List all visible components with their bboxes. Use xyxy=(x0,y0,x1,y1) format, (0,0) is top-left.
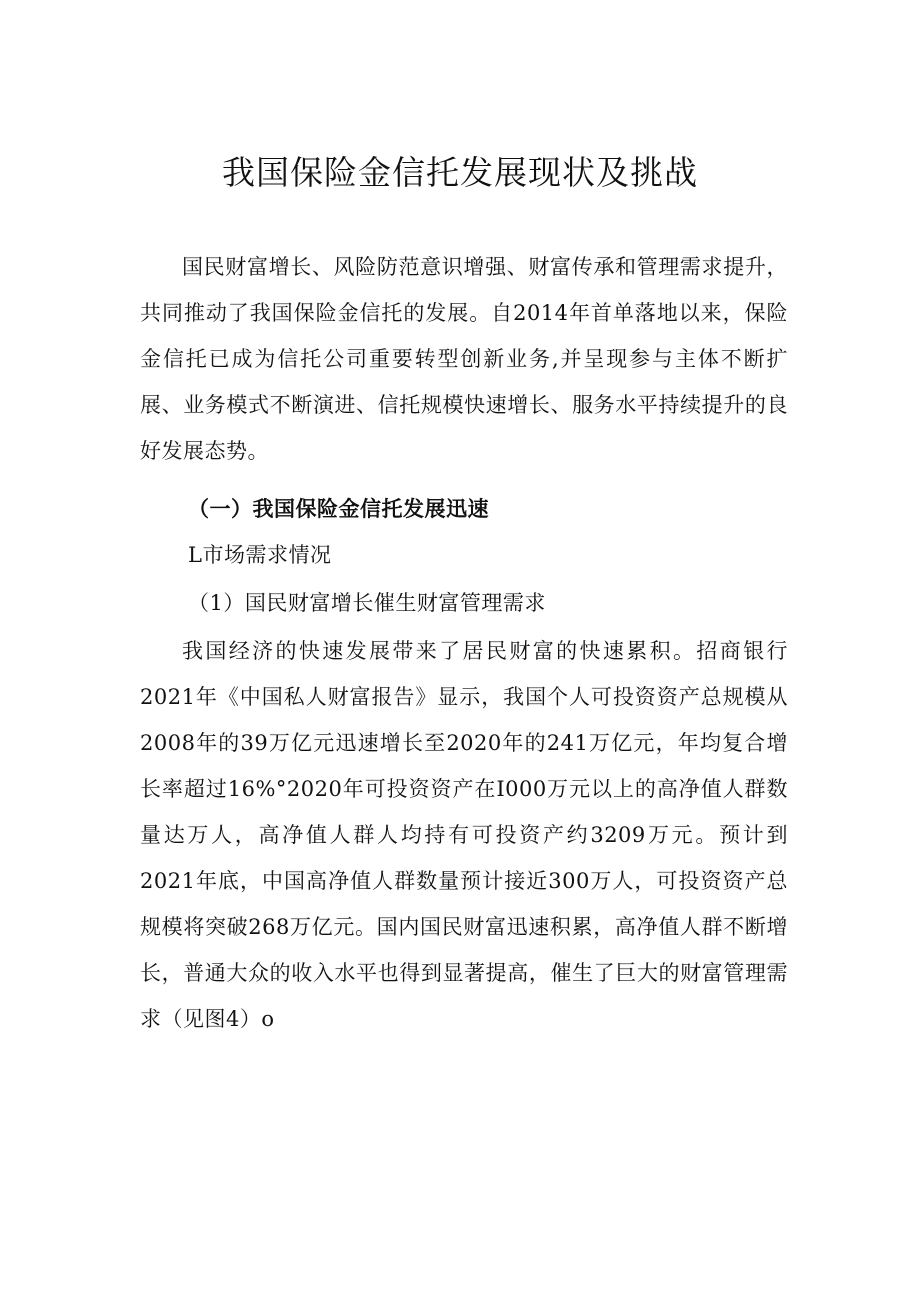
subsubsection-heading: （1）国民财富增长催生财富管理需求 xyxy=(188,591,546,615)
subsection-heading: L市场需求情况 xyxy=(188,543,332,567)
document-title: 我国保险金信托发展现状及挑战 xyxy=(222,153,698,192)
body-paragraph: 我国经济的快速发展带来了居民财富的快速累积。招商银行2021年《中国私人财富报告》显示，我国个人可投资资产总规模从2008年的39万亿元迅速增长至2020年的241万亿元，年均复合增长率超过16%°2020年可投资资产在I000万元以上的高净值人群数量达万人，高净值人群人均持有可投资产约3209万元。预计到2021年底，中国高净值人群数量预计接近300万人，可投资资产总规模将突破268万亿元。国内国民财富迅速积累，高净值人群不断增长，普通大众的收入水平也得到显著提高，催生了巨大的财富管理需求（见图4）o xyxy=(140,639,788,1031)
intro-paragraph: 国民财富增长、风险防范意识增强、财富传承和管理需求提升，共同推动了我国保险金信托的发展。自2014年首单落地以来，保险金信托已成为信托公司重要转型创新业务,并呈现参与主体不断扩展、业务模式不断演进、信托规模快速增长、服务水平持续提升的良好发展态势。 xyxy=(140,255,788,463)
section-heading: （一）我国保险金信托发展迅速 xyxy=(188,497,489,521)
